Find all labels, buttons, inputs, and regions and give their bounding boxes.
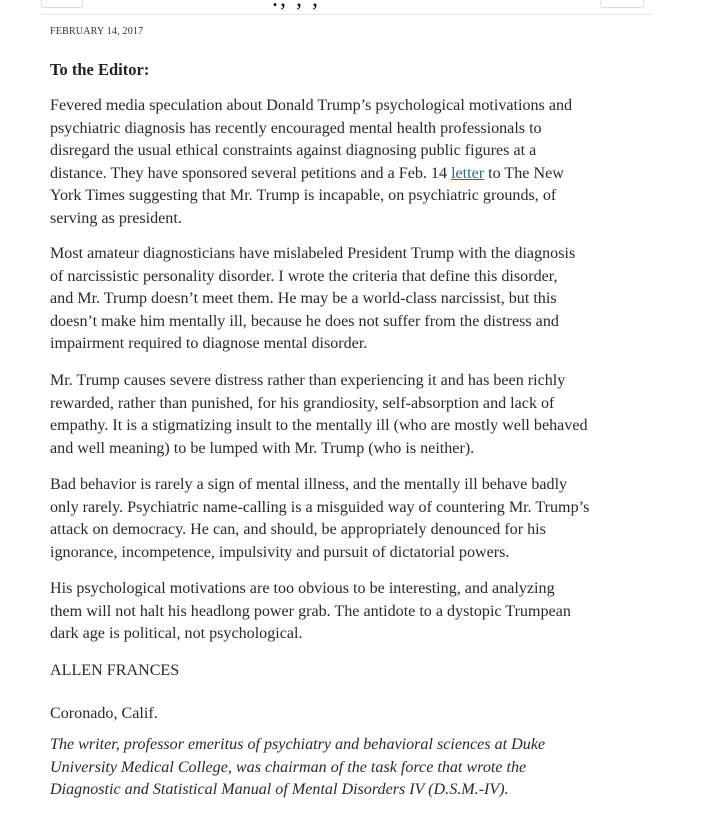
paragraph-5 — [50, 578, 650, 646]
paragraph-line: impairment required to diagnose mental disorder. — [50, 335, 368, 353]
paragraph-line: Mr. Trump causes severe distress rather than experiencing it and has been richly — [50, 372, 566, 389]
paragraph-line: psychiatric diagnosis has recently encouraged mental health professionals to — [50, 119, 542, 137]
paragraph-line: serving as president. — [50, 209, 182, 227]
salutation: To the Editor: — [50, 60, 150, 79]
paragraph-line: them will not halt his headlong power grab. The antidote to a dystopic Trumpean — [50, 602, 571, 620]
publication-date: FEBRUARY 14, 2017 — [50, 26, 144, 37]
letter-signer — [50, 660, 650, 683]
header-divider — [41, 14, 653, 15]
paragraph-line — [50, 163, 650, 186]
bio-line: University Medical College, was chairman of the task force that wrote the — [50, 758, 527, 776]
top-left-button[interactable] — [41, 0, 83, 8]
paragraph-line: empathy. It is a stigmatizing insult to the mentally ill (who are mostly well behaved — [50, 417, 588, 435]
author-bio — [50, 734, 650, 802]
paragraph-line: doesn’t make him mentally ill, because he does not suffer from the distress and — [50, 312, 559, 330]
letter-link[interactable]: letter — [451, 164, 485, 182]
paragraph-line: rewarded, rather than punished, for his grandiosity, self-absorption and lack of — [50, 394, 555, 412]
paragraph-line: only rarely. Psychiatric name-calling is a misguided way of countering Mr. Trump’s — [50, 498, 590, 516]
paragraph-line: of narcissistic personality disorder. I wrote the criteria that define this disorder, — [50, 267, 558, 285]
line-text-after-link: to The New — [484, 164, 564, 182]
line-text-before-link: distance. They have sponsored several petitions and a Feb. 14 — [50, 164, 452, 182]
paragraph-3 — [50, 370, 650, 460]
paragraph-line: attack on democracy. He can, and should, be appropriately denounced for his — [50, 521, 546, 539]
paragraph-2 — [50, 243, 650, 356]
paragraph-line: disregard the usual ethical constraints against diagnosing public figures at a — [50, 142, 537, 160]
bio-line: Diagnostic and Statistical Manual of Mental Disorders IV (D.S.M.-IV). — [50, 781, 509, 799]
top-right-button[interactable] — [600, 0, 644, 8]
paragraph-line: ignorance, incompetence, impulsivity and pursuit of dictatorial powers. — [50, 543, 510, 561]
top-toolbar — [0, 0, 710, 12]
paragraph-line: Most amateur diagnosticians have mislabeled President Trump with the diagnosis — [50, 245, 576, 262]
paragraph-line: and Mr. Trump doesn’t meet them. He may be a world-class narcissist, but this — [50, 290, 557, 308]
paragraph-1 — [50, 95, 650, 231]
paragraph-4 — [50, 474, 650, 564]
paragraph-line: and well meaning) to be lumped with Mr. Trump (who is neither). — [50, 439, 475, 457]
letter-location — [50, 703, 650, 726]
paragraph-line: Fevered media speculation about Donald Trump’s psychological motivations and — [50, 97, 573, 114]
bio-line: The writer, professor emeritus of psychiatry and behavioral sciences at Duke — [50, 736, 546, 753]
paragraph-line: His psychological motivations are too obvious to be interesting, and analyzing — [50, 580, 555, 597]
paragraph-line: Bad behavior is rarely a sign of mental illness, and the mentally ill behave badly — [50, 476, 568, 493]
masthead-logo-fragment — [272, 0, 352, 6]
paragraph-line: dark age is political, not psychological. — [50, 625, 303, 643]
signer-location: Coronado, Calif. — [50, 705, 158, 722]
paragraph-line: York Times suggesting that Mr. Trump is incapable, on psychiatric grounds, of — [50, 187, 557, 205]
signer-name: ALLEN FRANCES — [50, 662, 180, 679]
